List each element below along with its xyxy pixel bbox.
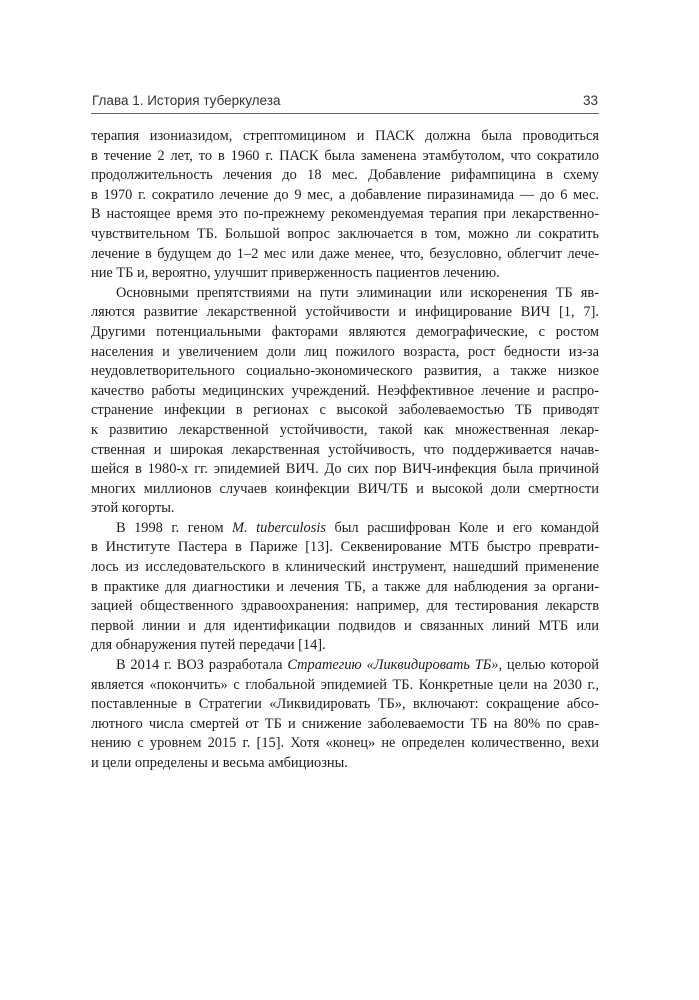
paragraph-3 [91,519,599,656]
text-line: В настоящее время это по-прежнему рекомендуемая терапия при лекарственно- [91,206,599,223]
text-line: первой линии и для идентификации подвидов и связанных линий МТБ или [91,617,599,634]
text-line: в практике для диагностики и лечения ТБ, а также для наблюдения за органи- [91,578,599,595]
body-text [91,127,599,774]
text-line: чувствительном ТБ. Большой вопрос заключается в том, можно ли сократить [91,225,599,242]
chapter-title: Глава 1. История туберкулеза [92,93,281,108]
text-line: Основными препятствиями на пути элиминации или искоренения ТБ яв- [116,284,599,301]
text-line: лечение в будущем до 1–2 мес или даже менее, что, безусловно, облегчит лече- [91,245,599,262]
text-run: В 2014 г. ВОЗ разработала [116,657,288,674]
text-line: Другими потенциальными факторами являются демографические, с ростом [91,323,599,340]
header-rule [91,113,599,114]
paragraph-4 [91,656,599,774]
text-line: населения и увеличением доли лиц пожилого возраста, рост бедности из-за [91,343,599,360]
text-line: ние ТБ и, вероятно, улучшит приверженность пациентов лечению. [91,265,500,282]
text-line: в 1970 г. сократило лечение до 9 мес, а добавление пиразинамида — до 6 мес. [91,186,599,203]
paragraph-1 [91,127,599,284]
text-run: В 1998 г. геном [116,519,233,536]
text-line [91,656,599,676]
text-line: терапия изониазидом, стрептомицином и ПАСК должна была проводиться [91,128,599,144]
text-line: в течение 2 лет, то в 1960 г. ПАСК была заменена этамбутолом, что сократило [91,147,599,164]
text-line: этой когорты. [91,500,175,517]
text-line: поставленные в Стратегии «Ликвидировать ТБ», включают: сокращение абсо- [91,696,599,713]
text-line: многих миллионов случаев коинфекции ВИЧ/ТБ и высокой доли смертности [91,480,599,497]
text-line: нению с уровнем 2015 г. [15]. Хотя «конец» не определен количественно, вехи [91,735,599,752]
text-line: лютного числа смертей от ТБ и снижение заболеваемости ТБ на 80% по срав- [91,715,599,732]
text-line: продолжительность лечения до 18 мес. Добавление рифампицина в схему [91,167,599,184]
text-line [91,519,599,539]
text-line: шейся в 1980-х гг. эпидемией ВИЧ. До сих пор ВИЧ-инфекция была причиной [91,461,599,478]
text-run: был расшифрован Коле и его командой [325,519,600,536]
page-number: 33 [582,93,598,108]
page-header [91,90,599,114]
text-line: для обнаружения путей передачи [14]. [91,637,326,654]
text-line: и цели определены и весьма амбициозны. [91,755,348,771]
text-line: к развитию лекарственной устойчивости, такой как множественная лекар- [91,421,599,438]
text-line: является «покончить» с глобальной эпидемией ТБ. Конкретные цели на 2030 г., [91,676,599,693]
text-line: странение инфекции в регионах с высокой заболеваемостью ТБ приводят [91,402,599,419]
paragraph-2 [91,284,599,519]
text-line: ляются развитие лекарственной устойчивости и инфицирование ВИЧ [1, 7]. [91,304,599,321]
species-name: M. tuberculosis [232,519,326,536]
text-line: качество работы медицинских учреждений. Неэффективное лечение и распро- [91,382,599,399]
text-line: зацией общественного здравоохранения: например, для тестирования лекарств [91,598,599,615]
text-line: ственная и широкая лекарственная устойчивость, что поддерживается начав- [91,441,599,458]
text-line: неудовлетворительного социально-экономического развития, а также низкое [91,363,599,380]
text-run: , целью которой [498,657,600,674]
text-line: в Институте Пастера в Париже [13]. Секвенирование МТБ быстро преврати- [91,539,599,556]
strategy-name: Стратегию «Ликвидировать ТБ» [287,657,499,674]
text-line: лось из исследовательского в клинический инструмент, нашедший применение [91,559,599,576]
